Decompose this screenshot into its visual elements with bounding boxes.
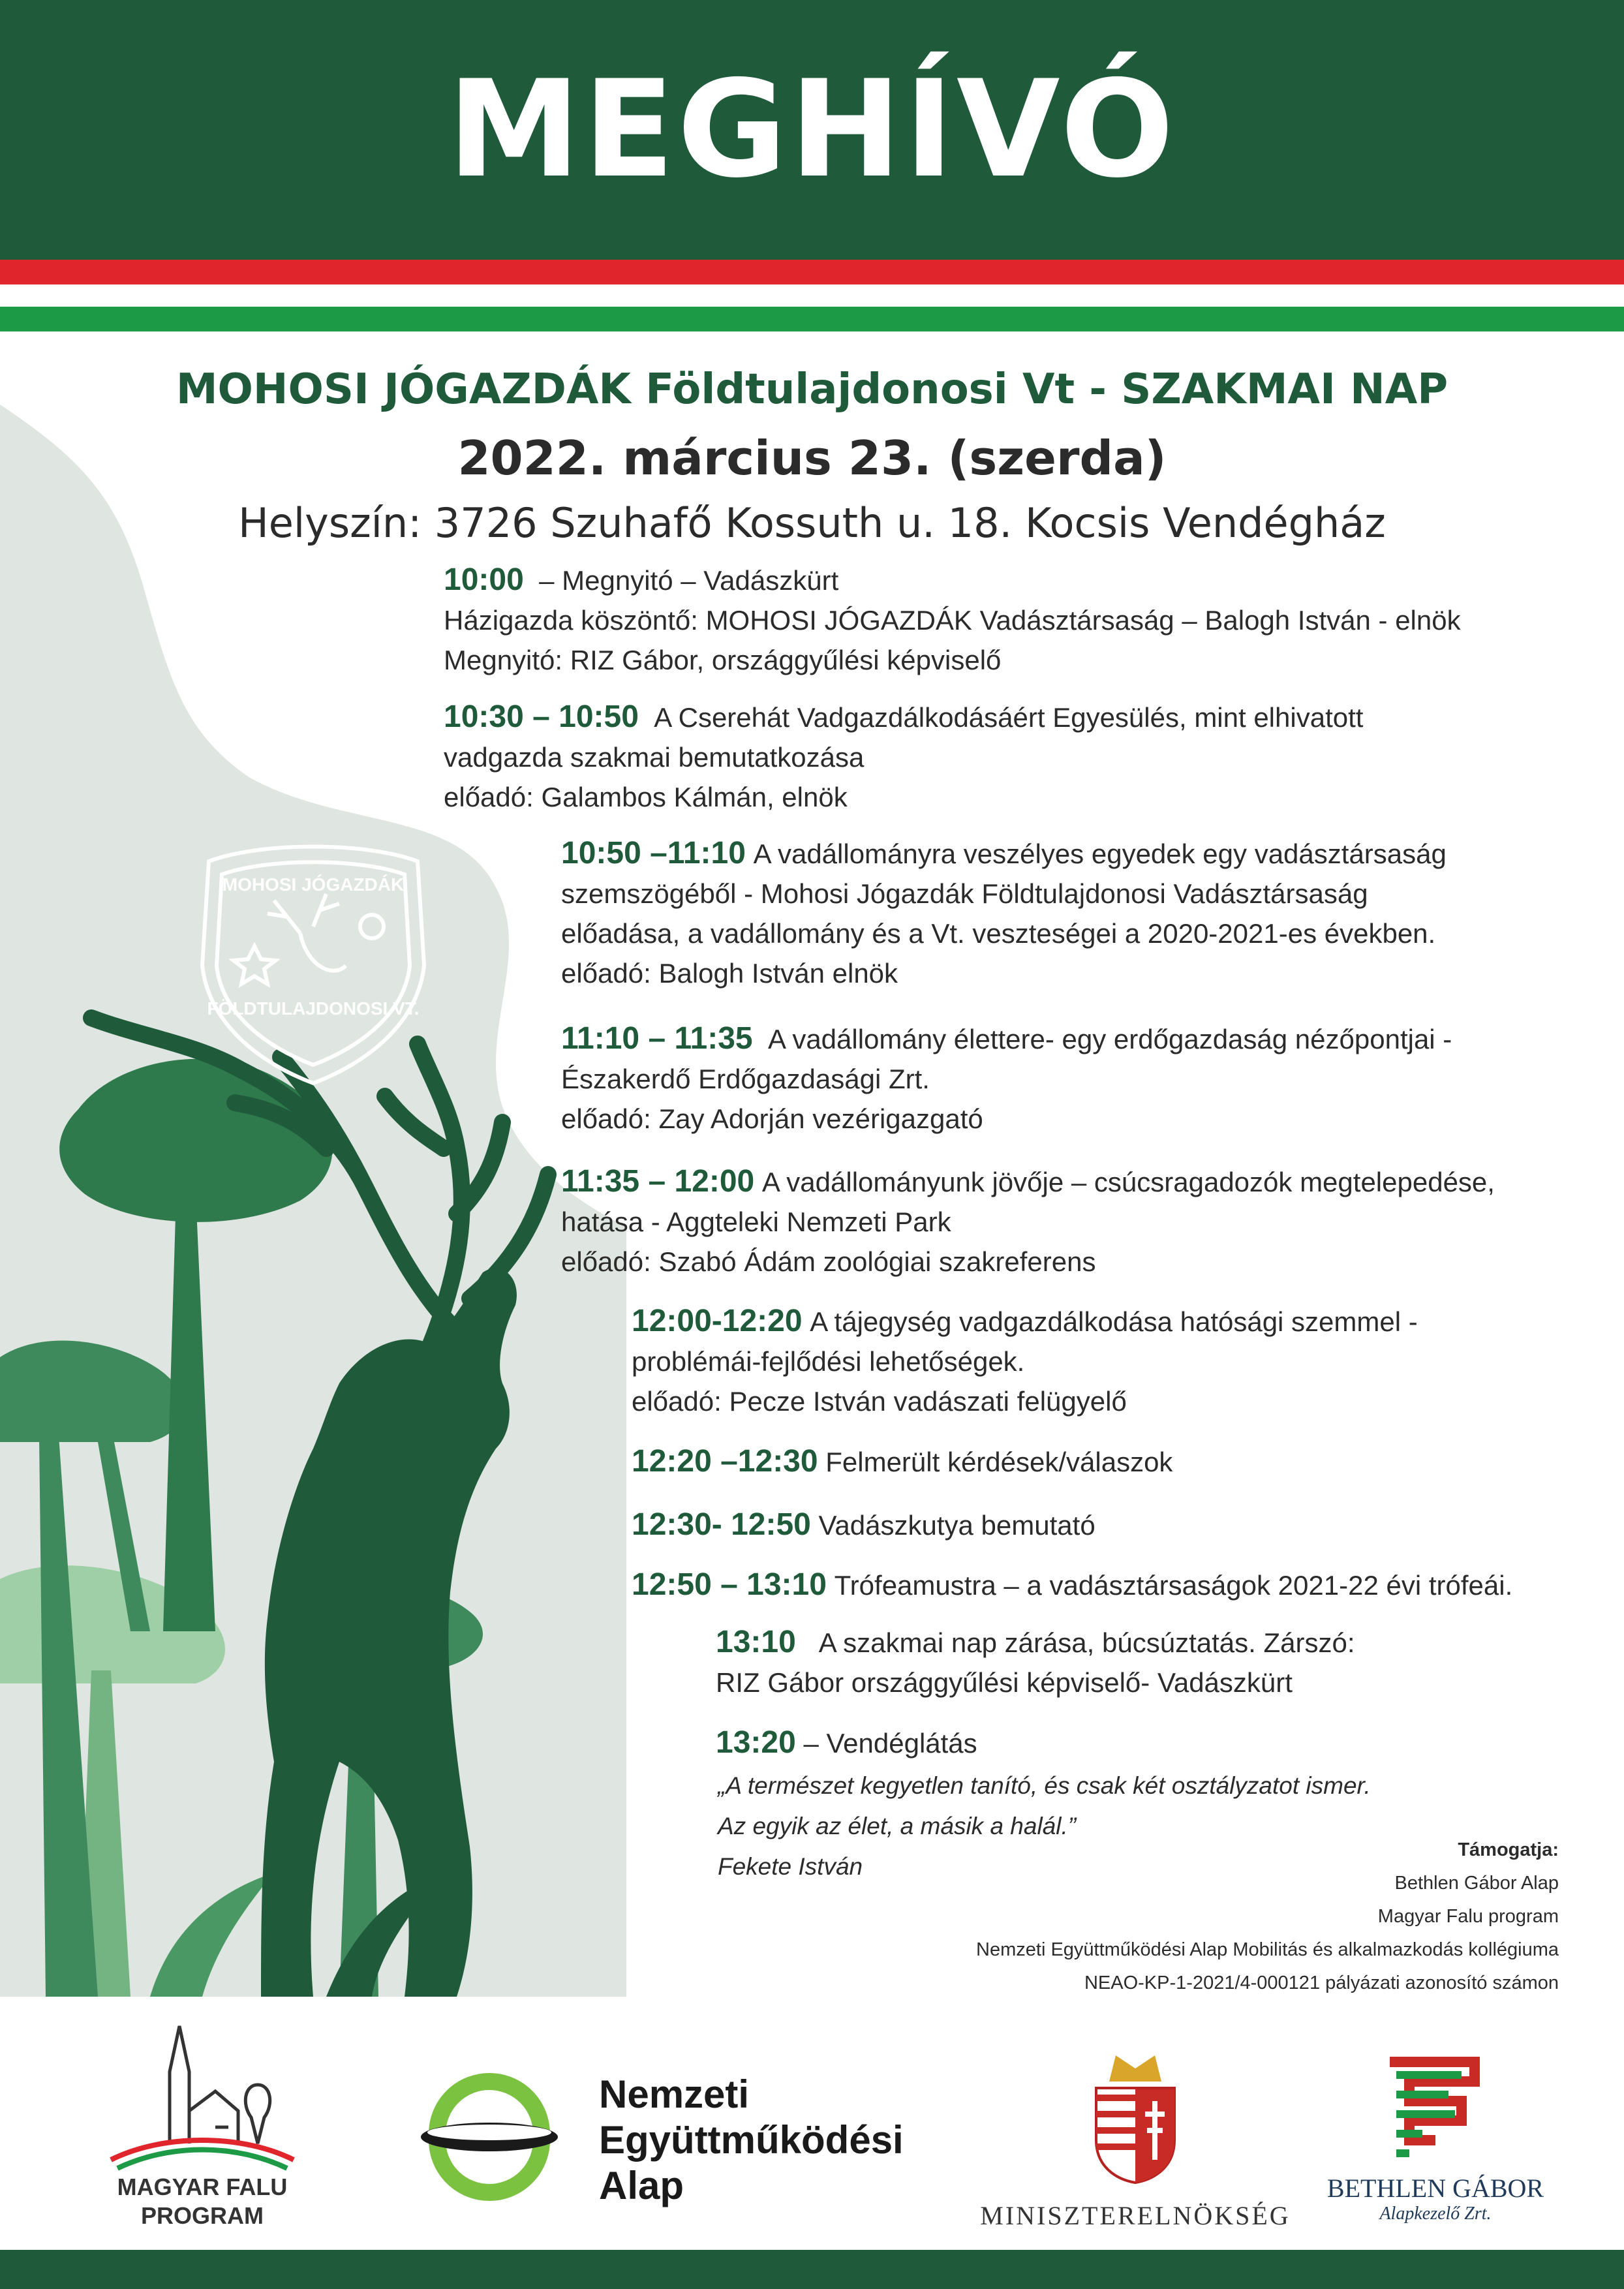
program-time: 12:00-12:20: [632, 1304, 803, 1338]
quote-line-2: Az egyik az élet, a másik a halál.”: [718, 1813, 1077, 1839]
program-item: [632, 1565, 1512, 1605]
program-line: előadó: Pecze István vadászati felügyelő: [632, 1386, 1127, 1417]
nea-logo: [411, 2055, 568, 2212]
nea-line: Alap: [599, 2164, 684, 2207]
program-item: [444, 697, 1363, 817]
program-line: hatása - Aggteleki Nemzeti Park: [561, 1206, 951, 1237]
program-time: 12:50 – 13:10: [632, 1567, 827, 1602]
supporter-line: Nemzeti Együttműködési Alap Mobilitás és alkalmazkodás kollégiuma: [976, 1939, 1559, 1960]
event-name: MOHOSI JÓGAZDÁK Földtulajdonosi Vt - SZAKMAI NAP: [176, 365, 1448, 414]
quote-line-1: „A természet kegyetlen tanító, és csak két osztályzatot ismer.: [718, 1772, 1371, 1799]
program-line: előadó: Szabó Ádám zoológiai szakreferens: [561, 1246, 1096, 1277]
supporter-line: Magyar Falu program: [1377, 1906, 1559, 1927]
program-item: [561, 1019, 1452, 1139]
nea-line: Nemzeti: [599, 2072, 750, 2116]
coat-of-arms-icon: [1083, 2049, 1187, 2186]
program-time: 12:30- 12:50: [632, 1507, 811, 1542]
footer-bar: [0, 2250, 1624, 2289]
ribbon-green: [117, 2150, 287, 2169]
event-location: Helyszín: 3726 Szuhafő Kossuth u. 18. Kocsis Vendégház: [238, 499, 1386, 547]
program-line: problémái-fejlődési lehetőségek.: [632, 1346, 1025, 1377]
program-line: előadó: Balogh István elnök: [561, 958, 898, 989]
flag-stripe-white: [0, 284, 1624, 307]
program-item: [444, 560, 1461, 680]
program-time: 10:50 –11:10: [561, 836, 746, 870]
program-line: Felmerült kérdések/válaszok: [825, 1447, 1173, 1477]
program-line: Északerdő Erdőgazdasági Zrt.: [561, 1064, 930, 1094]
program-line: A vadállományunk jövője – csúcsragadozók megtelepedése,: [761, 1167, 1495, 1197]
nea-line: Együttműködési: [599, 2118, 904, 2162]
program-line: A tájegység vadgazdálkodása hatósági szemmel -: [810, 1306, 1418, 1337]
bethlen-line: Alapkezelő Zrt.: [1379, 2204, 1492, 2224]
bethlen-logo-icon: [1383, 2055, 1481, 2166]
nea-text: [599, 2072, 904, 2209]
program-line: A Cserehát Vadgazdálkodásáért Egyesülés, mint elhivatott: [654, 702, 1364, 733]
program-line: – Vendéglátás: [803, 1728, 977, 1759]
program-item: [716, 1723, 977, 1763]
program-line: A vadállomány élettere- egy erdőgazdaság nézőpontjai -: [767, 1024, 1452, 1054]
program-time: 13:20: [716, 1725, 796, 1760]
program-time: 11:35 – 12:00: [561, 1164, 755, 1199]
program-line: – Megnyitó – Vadászkürt: [539, 565, 839, 596]
church-icon: [170, 2026, 270, 2143]
program-time: 11:10 – 11:35: [561, 1021, 753, 1056]
miniszterelnokseg-text: MINISZTERELNÖKSÉG: [980, 2201, 1291, 2230]
program-line: Vadászkutya bemutató: [818, 1510, 1095, 1541]
program-time: 13:10: [716, 1625, 796, 1659]
supporter-line: NEAO-KP-1-2021/4-000121 pályázati azonosító számon: [1084, 1973, 1559, 1993]
program-time: 10:00: [444, 562, 524, 597]
quote-author: Fekete István: [718, 1853, 863, 1880]
event-date: 2022. március 23. (szerda): [457, 431, 1167, 485]
bethlen-text: [1318, 2173, 1553, 2224]
program-item: [716, 1622, 1355, 1702]
program-line: előadó: Galambos Kálmán, elnök: [444, 782, 848, 812]
program-line: szemszögéből - Mohosi Jógazdák Földtulajdonosi Vadásztársaság: [561, 878, 1368, 909]
program-line: Megnyitó: RIZ Gábor, országgyűlési képviselő: [444, 645, 1002, 675]
program-time: 10:30 – 10:50: [444, 699, 639, 734]
program-item: [632, 1505, 1095, 1545]
magyar-falu-text: [98, 2173, 307, 2230]
program-line: vadgazda szakmai bemutatkozása: [444, 742, 865, 773]
emblem-top-text: MOHOSI JÓGAZDÁK: [222, 874, 405, 895]
magyar-falu-line: PROGRAM: [141, 2202, 264, 2229]
magyar-falu-logo: [98, 2013, 307, 2183]
crown-icon: [1109, 2055, 1161, 2082]
supporters-label: Támogatja:: [1458, 1839, 1559, 1860]
emblem-bottom-text: FÖLDTULAJDONOSI VT.: [207, 998, 420, 1019]
magyar-falu-line: MAGYAR FALU: [117, 2174, 288, 2200]
program-item: [632, 1301, 1418, 1421]
program-line: Házigazda köszöntő: MOHOSI JÓGAZDÁK Vadásztársaság – Balogh István - elnök: [444, 605, 1461, 636]
page-title: MEGHÍVÓ: [447, 52, 1177, 207]
program-line: előadó: Zay Adorján vezérigazgató: [561, 1103, 983, 1134]
bethlen-line: BETHLEN GÁBOR: [1326, 2174, 1544, 2203]
flag-stripe-red: [0, 260, 1624, 284]
supporters-block: [711, 1834, 1559, 2000]
program-line: A vadállományra veszélyes egyedek egy vadásztársaság: [753, 838, 1447, 869]
program-item: [632, 1441, 1172, 1482]
program-line: Trófeamustra – a vadásztársaságok 2021-22 évi trófeái.: [834, 1570, 1513, 1601]
program-item: [561, 1161, 1495, 1282]
supporter-line: Bethlen Gábor Alap: [1394, 1873, 1559, 1894]
program-time: 12:20 –12:30: [632, 1444, 818, 1479]
program-line: RIZ Gábor országgyűlési képviselő- Vadászkürt: [716, 1667, 1293, 1698]
program-line: A szakmai nap zárása, búcsúztatás. Zárszó:: [818, 1627, 1355, 1658]
program-line: előadása, a vadállomány és a Vt. veszteségei a 2020-2021-es években.: [561, 918, 1436, 949]
program-item: [561, 833, 1447, 993]
